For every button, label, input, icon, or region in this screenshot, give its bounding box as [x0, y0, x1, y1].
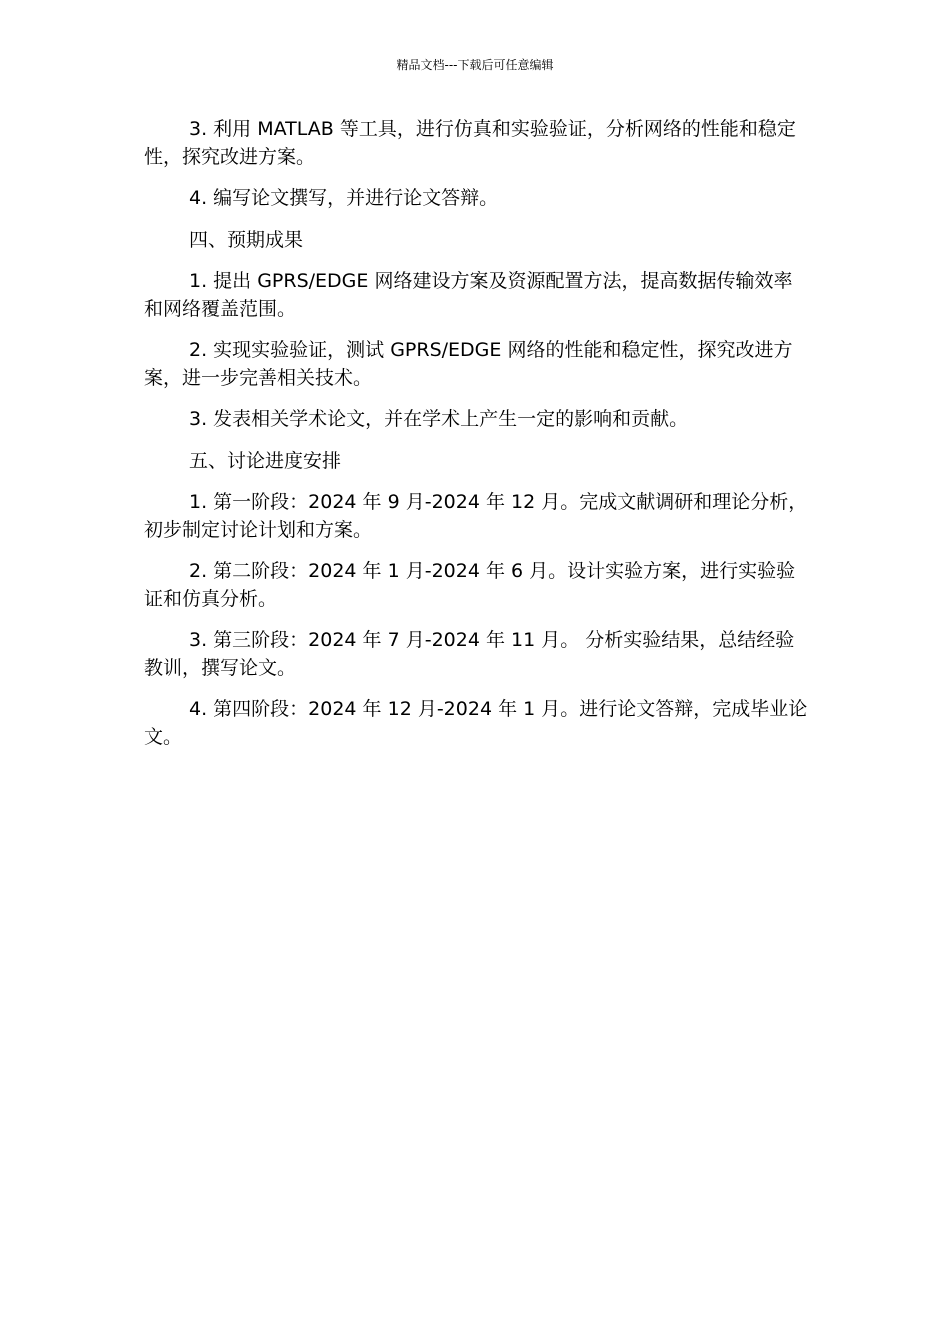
section-heading-expected-results: 四、预期成果 [189, 228, 304, 251]
schedule-stage-3: 3. 第三阶段：2024 年 7 月-2024 年 11 月。 分析实验结果，总结经验教训，撰写论文。 [144, 629, 795, 679]
schedule-stage-4: 4. 第四阶段：2024 年 12 月-2024 年 1 月。进行论文答辩，完成毕业论文。 [144, 698, 808, 748]
list-item-thesis-writing: 4. 编写论文撰写，并进行论文答辩。 [189, 187, 499, 209]
page-header: 精品文档---下载后可任意编辑 [396, 58, 554, 72]
document-body [144, 116, 808, 765]
list-item-tools-simulation: 3. 利用 MATLAB 等工具，进行仿真和实验验证，分析网络的性能和稳定性，探究改进方案。 [144, 118, 796, 168]
list-item-publish-papers: 3. 发表相关学术论文，并在学术上产生一定的影响和贡献。 [189, 408, 689, 430]
schedule-stage-1: 1. 第一阶段：2024 年 9 月-2024 年 12 月。完成文献调研和理论分析，初步制定讨论计划和方案。 [144, 491, 808, 541]
section-heading-schedule: 五、讨论进度安排 [189, 449, 342, 472]
schedule-stage-2: 2. 第二阶段：2024 年 1 月-2024 年 6 月。设计实验方案，进行实验验证和仿真分析。 [144, 560, 796, 610]
list-item-network-plan: 1. 提出 GPRS/EDGE 网络建设方案及资源配置方法，提高数据传输效率和网络覆盖范围。 [144, 270, 793, 320]
list-item-experiment-verification: 2. 实现实验验证，测试 GPRS/EDGE 网络的性能和稳定性，探究改进方案，进一步完善相关技术。 [144, 339, 793, 389]
